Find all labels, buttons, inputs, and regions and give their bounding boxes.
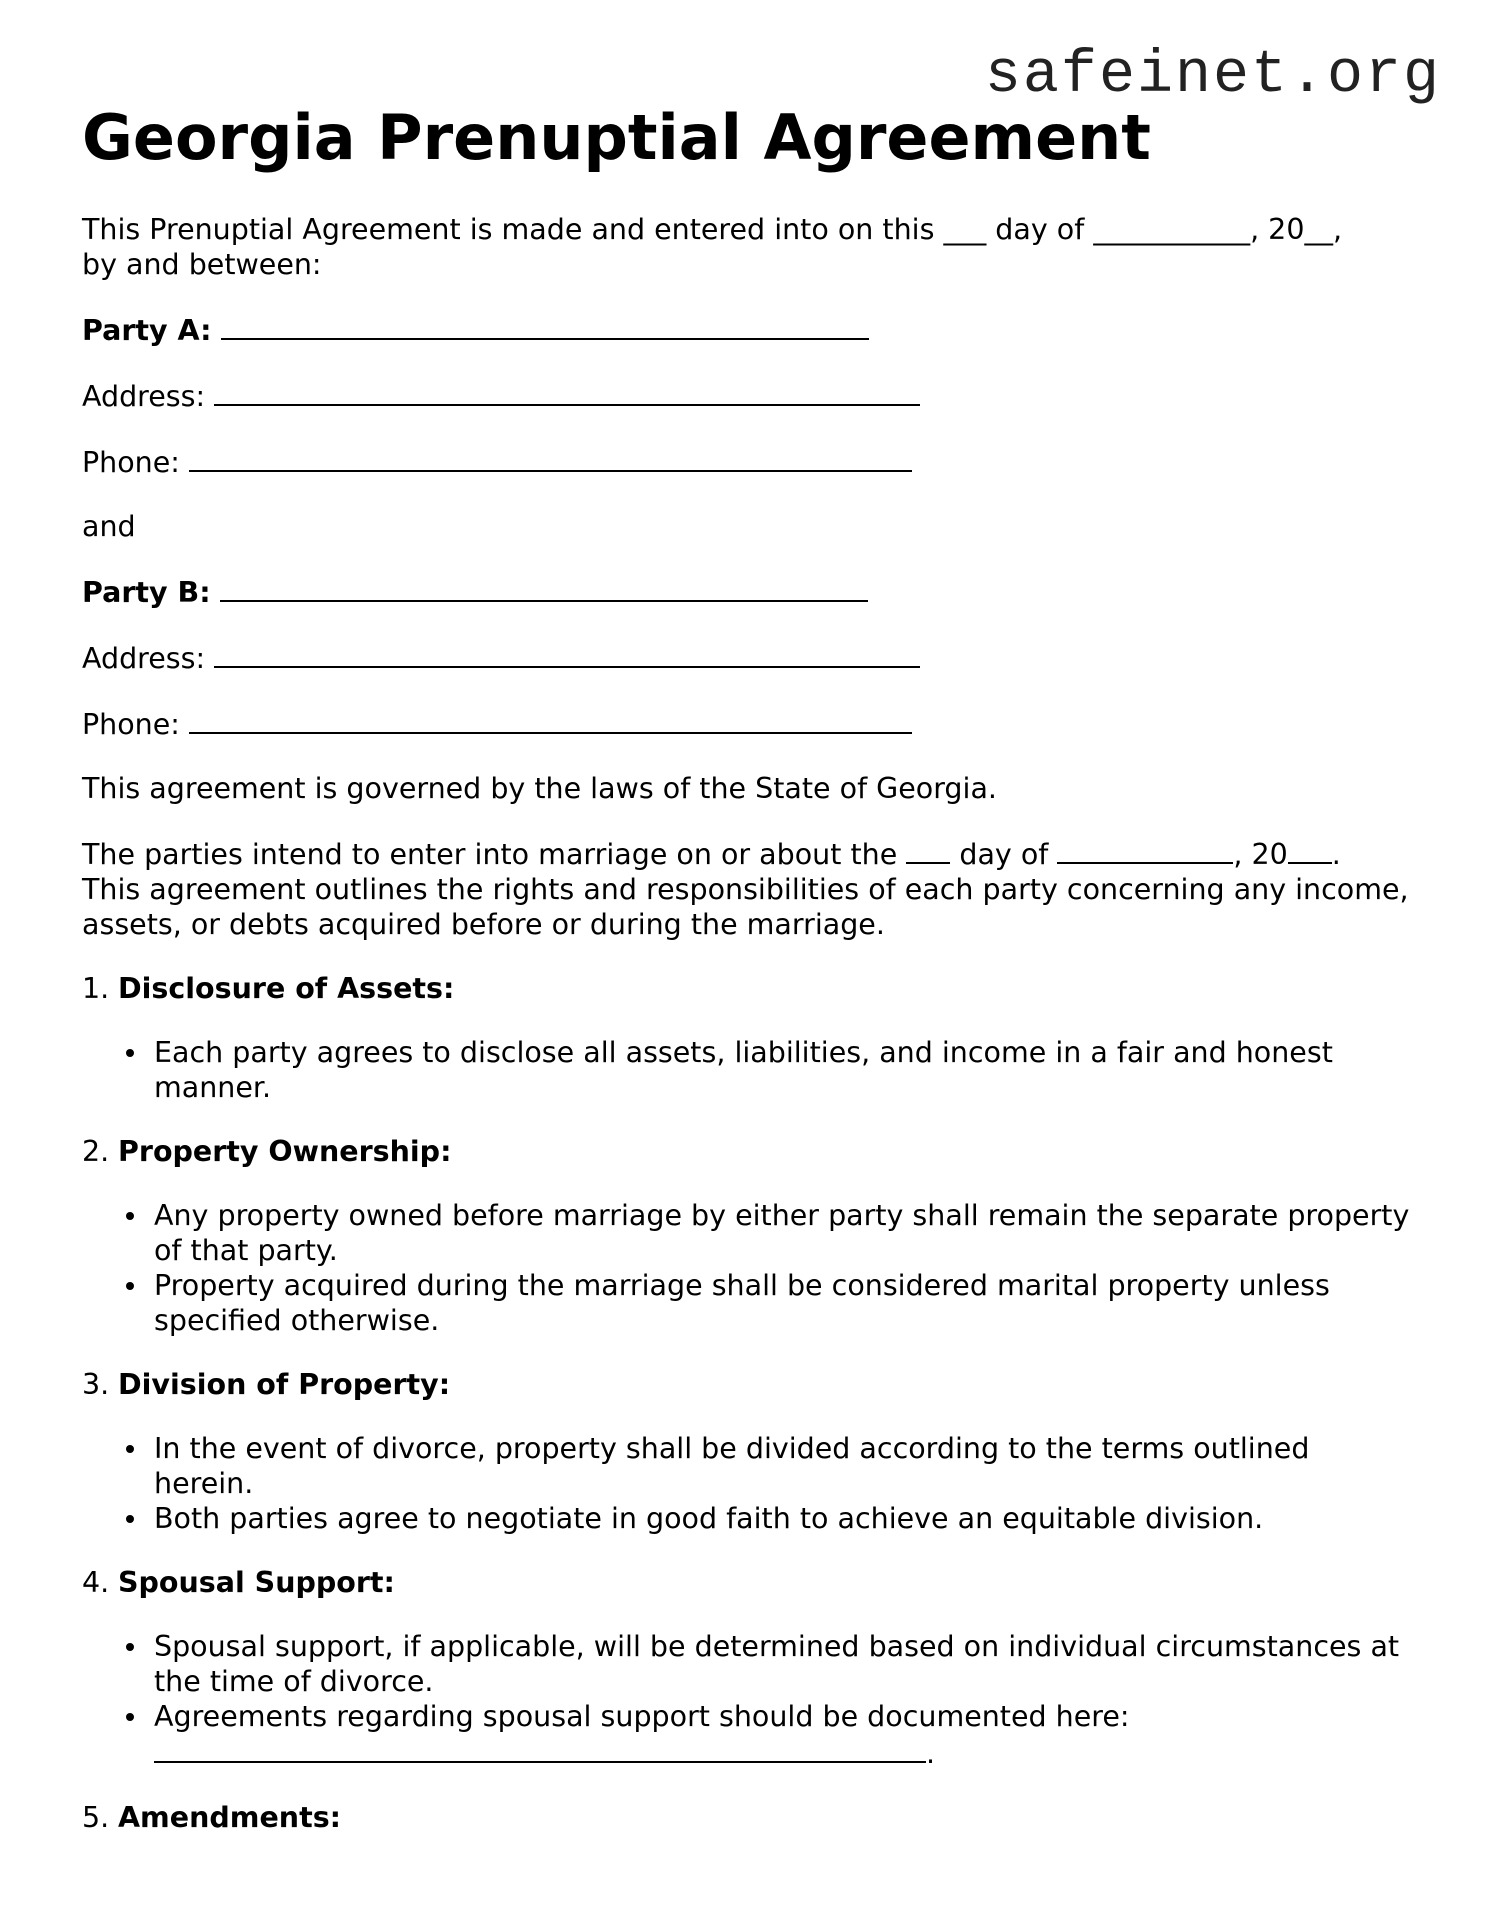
intro-month-blank[interactable]: ___________ xyxy=(1093,213,1251,246)
party-a-label: Party A: xyxy=(82,314,212,347)
marriage-text: day of xyxy=(950,838,1058,871)
section-bullets xyxy=(82,1431,1412,1536)
governing-law-text: This agreement is governed by the laws of the State of Georgia. xyxy=(82,772,997,805)
bullet-item: Property acquired during the marriage shall be considered marital property unless specified otherwise. xyxy=(154,1268,1412,1338)
section-bullets xyxy=(82,1198,1412,1338)
party-b-phone-label: Phone: xyxy=(82,708,180,741)
party-b-name-blank[interactable] xyxy=(220,573,868,602)
intro-text: , xyxy=(1332,213,1343,246)
intro-text: day of xyxy=(986,213,1094,246)
section-bullets xyxy=(82,1035,1412,1105)
bullet-item: Each party agrees to disclose all assets, liabilities, and income in a fair and honest manner. xyxy=(154,1035,1412,1105)
party-b-phone-field xyxy=(82,705,1412,742)
bullet-text: Agreements regarding spousal support should be documented here: xyxy=(154,1700,1130,1733)
marriage-paragraph xyxy=(82,835,1412,942)
marriage-month-blank[interactable] xyxy=(1057,835,1233,864)
section-title: Property Ownership: xyxy=(118,1135,452,1168)
section-heading xyxy=(82,1367,1412,1402)
intro-line2: by and between: xyxy=(82,248,322,281)
section-number: 2. xyxy=(82,1135,110,1168)
marriage-day-blank[interactable] xyxy=(906,835,950,864)
marriage-text: The parties intend to enter into marriage on or about the xyxy=(82,838,907,871)
section-heading xyxy=(82,1565,1412,1600)
section-number: 4. xyxy=(82,1566,110,1599)
party-b-address-blank[interactable] xyxy=(214,639,920,668)
party-b-field xyxy=(82,573,1412,610)
bullet-item: Spousal support, if applicable, will be determined based on individual circumstances at the time of divorce. xyxy=(154,1629,1412,1699)
party-a-address-blank[interactable] xyxy=(214,377,920,406)
party-a-name-blank[interactable] xyxy=(221,311,869,340)
watermark: safeinet.org xyxy=(984,42,1441,110)
intro-day-blank[interactable]: ___ xyxy=(943,213,987,246)
marriage-text: , 20 xyxy=(1233,838,1288,871)
bullet-item: Both parties agree to negotiate in good faith to achieve an equitable division. xyxy=(154,1501,1412,1536)
and-text: and xyxy=(82,510,136,543)
bullet-item xyxy=(154,1699,1412,1771)
spousal-support-blank[interactable] xyxy=(154,1734,926,1763)
party-a-address-field xyxy=(82,377,1412,414)
party-b-address-label: Address: xyxy=(82,642,206,675)
trailing-period: . xyxy=(926,1737,936,1770)
intro-paragraph xyxy=(82,212,1412,282)
page-title: Georgia Prenuptial Agreement xyxy=(82,101,1151,174)
section-number: 1. xyxy=(82,972,110,1005)
section-bullets xyxy=(82,1629,1412,1771)
marriage-text-rest: This agreement outlines the rights and responsibilities of each party concerning any income, assets, or debts acquired before or during the marriage. xyxy=(82,873,1409,941)
party-a-field xyxy=(82,311,1412,348)
section-heading xyxy=(82,971,1412,1006)
party-a-phone-field xyxy=(82,443,1412,480)
section-title: Division of Property: xyxy=(118,1368,451,1401)
section-number: 5. xyxy=(82,1801,110,1834)
party-a-phone-blank[interactable] xyxy=(189,443,912,472)
section-number: 3. xyxy=(82,1368,110,1401)
intro-year-blank[interactable]: __ xyxy=(1304,213,1333,246)
party-a-phone-label: Phone: xyxy=(82,446,180,479)
section-title: Spousal Support: xyxy=(118,1566,395,1599)
intro-text: , 20 xyxy=(1250,213,1305,246)
section-title: Disclosure of Assets: xyxy=(118,972,455,1005)
party-b-phone-blank[interactable] xyxy=(189,705,912,734)
intro-text: This Prenuptial Agreement is made and entered into on this xyxy=(82,213,944,246)
marriage-text: . xyxy=(1331,838,1341,871)
section-heading xyxy=(82,1134,1412,1169)
document-body xyxy=(82,212,1412,1864)
section-title: Amendments: xyxy=(118,1801,342,1834)
party-b-address-field xyxy=(82,639,1412,676)
marriage-year-blank[interactable] xyxy=(1288,835,1332,864)
bullet-item: In the event of divorce, property shall be divided according to the terms outlined herein. xyxy=(154,1431,1412,1501)
section-heading xyxy=(82,1800,1412,1835)
party-a-address-label: Address: xyxy=(82,380,206,413)
party-b-label: Party B: xyxy=(82,576,211,609)
bullet-item: Any property owned before marriage by either party shall remain the separate property of that party. xyxy=(154,1198,1412,1268)
